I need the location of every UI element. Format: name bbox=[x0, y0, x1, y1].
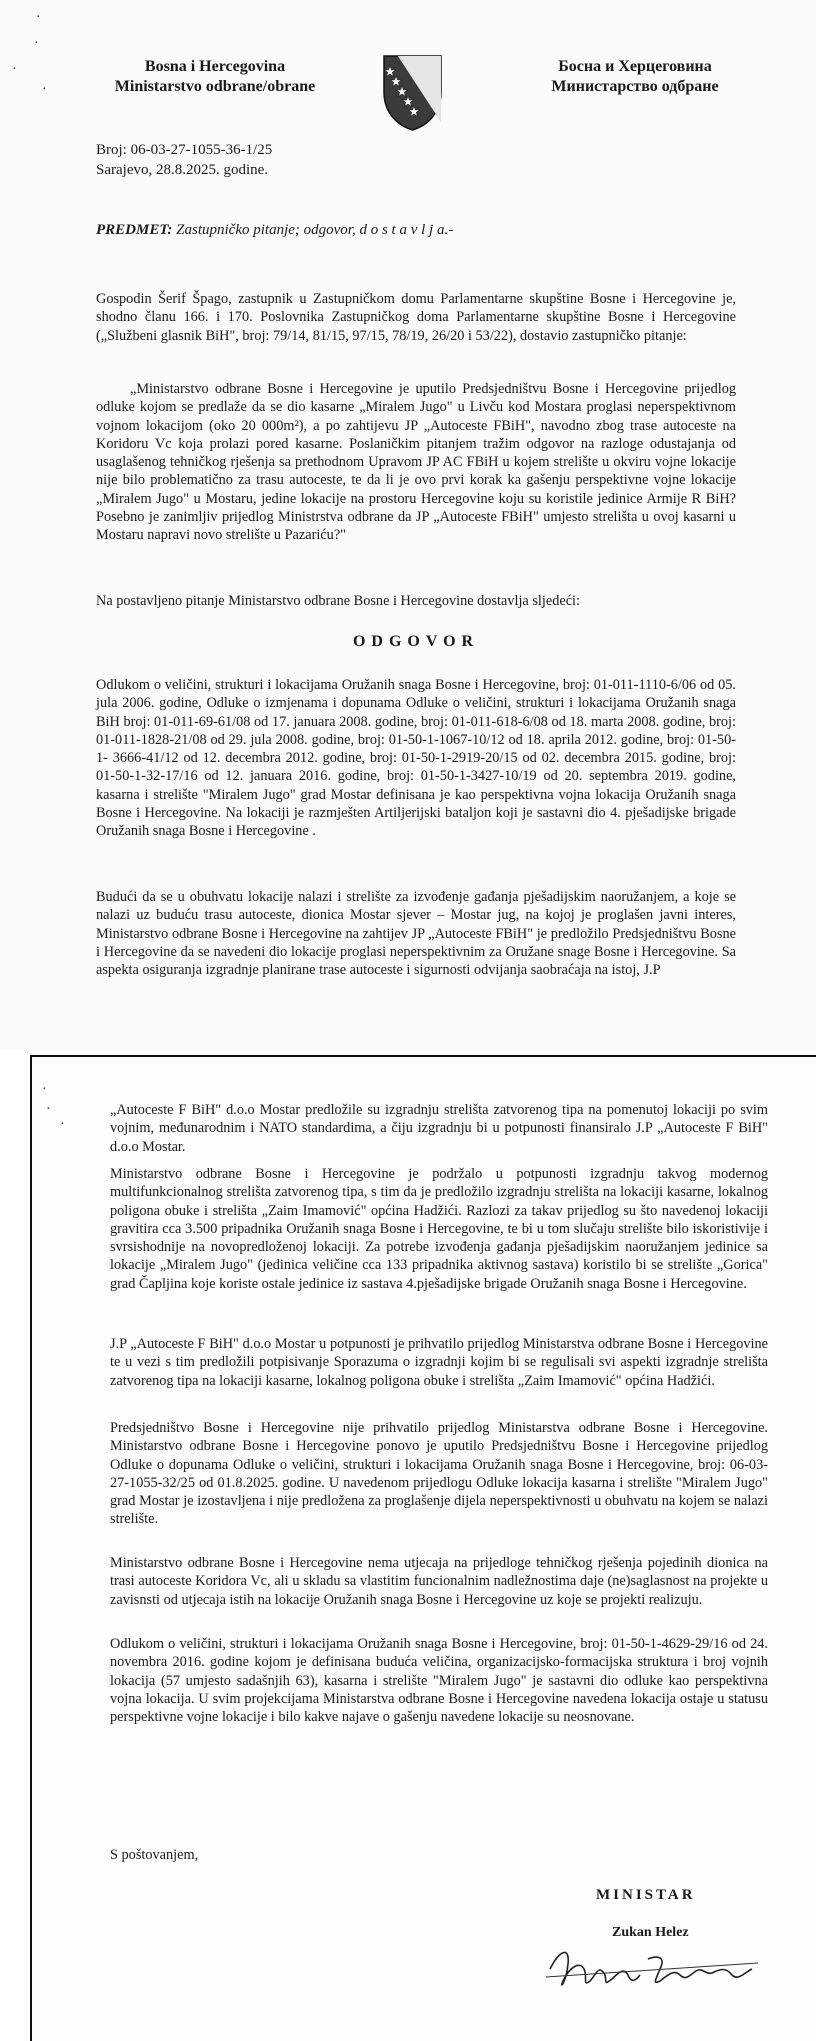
answer-paragraph-6: Predsjedništvo Bosne i Hercegovine nije prihvatilo prijedlog Ministarstva odbrane Bosne i Hercegovine. Ministarstvo odbrane Bosne i Hercegovine ponovo je uputilo Predsjedništvu Bosne i Hercegovine prijedlog Odluke o dopunama Odluke o veličini, strukturi i lokacijama Oružanih snaga Bosne i Hercegovine, broj: 06-03-27-1055-32/25 od 01.8.2025. godine. U navedenom prijedlogu Odluke lokacija kasarna i strelište "Miralem Jugo" grad Mostar je izostavljena i nije predložena za proglašenje dijela neperspektivnosti u obuhvatu na kojem se nalazi strelište. bbox=[110, 1420, 768, 1528]
answer-paragraph-2: Budući da se u obuhvatu lokacije nalazi i strelište za izvođenje gađanja pješadijskim naoružanjem, a koje se nalazi uz buduću trasu autoceste, dionica Mostar sjever – Mostar jug, na kojoj je proglašen javni interes, Ministarstvo odbrane Bosne i Hercegovine na zahtijev JP „Autoceste FBiH" je predložilo Predsjedništvu Bosne i Hercegovine da se navedeni dio lokacije proglasi neperspektivnim za Oružane snage Bosne i Hercegovine. Sa aspekta osiguranja izgradnje planirane trase autoceste i sigurnosti odvijanja saobraćaja na istoj, J.P bbox=[96, 889, 736, 979]
subject-line bbox=[96, 222, 453, 239]
signatory-role: MINISTAR bbox=[596, 1887, 696, 1903]
header-country-latin: Bosna i Hercegovina bbox=[144, 58, 286, 75]
scan-speck: · bbox=[46, 1102, 51, 1117]
coat-of-arms-icon bbox=[380, 52, 445, 132]
answer-paragraph-7: Ministarstvo odbrane Bosne i Hercegovine nema utjecaja na prijedloge tehničkog rješenja pojedinih dionica na trasi autoceste Koridora Vc, ali u skladu sa vlastitim funcionalnim nadležnostima daje (ne)saglasnost na projekte u zavisnsti od utjecaja istih na lokacije Oružanih snaga Bosne i Hercegovine uz koje se projekti realizuju. bbox=[110, 1555, 768, 1608]
answer-paragraph-5: J.P „Autoceste F BiH" d.o.o Mostar u potpunosti je prihvatilo prijedlog Ministarstva odbrane Bosne i Hercegovine te u vezi s tim predložili potpisivanje Sporazuma o izgradnji kojim bi se regulisali svi aspekti izgradnje strelišta zatvorenog tipa na lokaciji kasarne, lokalnog poligona obuke i strelišta „Zaim Imamović" općina Hadžići. bbox=[110, 1336, 768, 1389]
answer-paragraph-8: Odlukom o veličini, strukturi i lokacijama Oružanih snaga Bosne i Hercegovine, broj: 01-50-1-4629-29/16 od 24. novembra 2016. godine kojom je definisana buduća veličina, organizacijsko-formacijska struktura i broj vojnih lokacija (57 umjesto sadašnjih 63), kasarna i strelište "Miralem Jugo" je sastavni dio odluke kao perspektivna vojna lokacija. U svim projekcijama Ministarstva odbrane Bosne i Hercegovine navedena lokacija ostaje u statusu perspektivne vojne lokacije i bilo kakve najave o gašenju navedene lokacije su neosnovane. bbox=[110, 1636, 768, 1726]
closing-greeting: S poštovanjem, bbox=[110, 1847, 199, 1863]
scan-speck: · bbox=[34, 36, 39, 51]
signatory-name: Zukan Helez bbox=[612, 1925, 689, 1940]
ministry-header-latin bbox=[80, 57, 350, 97]
intro-paragraph: Gospodin Šerif Špago, zastupnik u Zastupničkom domu Parlamentarne skupštine Bosne i Hercegovine je, shodno članu 166. i 170. Poslovnika Zastupničkog doma Parlamentarne skupštine Bosne i Hercegovine („Službeni glasnik BiH", broj: 79/14, 81/15, 97/15, 78/19, 26/20 i 53/22), dostavio zastupničko pitanje: bbox=[96, 291, 736, 344]
header-ministry-latin: Ministarstvo odbrane/obrane bbox=[114, 78, 316, 95]
subject-text: Zastupničko pitanje; odgovor, d o s t a v l j a.- bbox=[172, 222, 454, 238]
handwritten-signature-icon bbox=[540, 1929, 770, 2009]
document-number: Broj: 06-03-27-1055-36-1/25 bbox=[96, 142, 273, 158]
document-page-2 bbox=[30, 1055, 816, 2041]
subject-label: PREDMET: bbox=[96, 222, 173, 238]
scan-speck: · bbox=[42, 1082, 47, 1097]
scan-speck: · bbox=[42, 82, 47, 97]
answer-paragraph-4: Ministarstvo odbrane Bosne i Hercegovine je podržalo u potpunosti izgradnju takvog modernog multifunkcionalnog strelišta zatvorenog tipa, s tim da je predložilo izgradnju strelišta na lokaciji kasarne, lokalnog poligona obuke i strelišta „Zaim Imamović" općina Hadžići. Razlozi za takav prijedlog su što navedenoj lokaciji gravitira cca 3.500 pripadnika Oružanih snaga Bosne i Hercegovine, te bi u tom slučaju strelište bilo iskoristivije i svrsishodnije na novopredloženoj lokaciji. Za potrebe izvođenja gađanja pješadijskim naoružanjem jedinice sa lokacije „Miralem Jugo" (jedinica veličine cca 133 pripadnika aktivnog sastava) koristilo bi se strelište „Gorica" grad Čapljina koje koriste ostale jedinice iz sastava 4.pješadijske brigade Oružanih snaga Bosne i Hercegovine. bbox=[110, 1166, 768, 1292]
ministry-header-cyrillic bbox=[500, 57, 770, 97]
question-quote: „Ministarstvo odbrane Bosne i Hercegovine je uputilo Predsjedništvu Bosne i Hercegovine prijedlog odluke kojom se predlaže da se dio kasarne „Miralem Jugo" u Livču kod Mostara proglasi neperspektivnom vojnom lokacijom (oko 20 000m²), a po zahtijevu JP „Autoceste FBiH", navodno zbog trase autoceste na Koridoru Vc koja prolazi pored kasarne. Poslaničkim pitanjem tražim odgovor na razloge odustajanja od usaglašenog tehničkog rješenja sa prethodnom Upravom JP AC FBiH u kojem strelište u okviru vojne lokacije nije bilo problematično za trasu autoceste, te da li je ovo prvi korak ka gašenju perspektivne vojne lokacije „Miralem Jugo" u Mostaru, jedine lokacije na prostoru Hercegovine koju su koristile jedinice Armije R BiH? Posebno je zanimljiv prijedlog Ministrstva odbrane da JP „Autoceste FBiH" umjesto strelišta u ovoj kasarni u Mostaru napravi novo strelište u Pazariću?" bbox=[96, 381, 736, 544]
header-ministry-cyrillic: Министарство одбране bbox=[551, 78, 719, 95]
document-meta bbox=[96, 140, 272, 180]
answer-title: ODGOVOR bbox=[352, 633, 480, 650]
scan-speck: · bbox=[60, 1117, 65, 1132]
answer-paragraph-1: Odlukom o veličini, strukturi i lokacijama Oružanih snaga Bosne i Hercegovine, broj: 01-011-1110-6/06 od 05. jula 2006. godine, Odluke o izmjenama i dopunama Odluke o veličini, strukturi i lokacijama Oružanih snaga BiH broj: 01-011-69-61/08 od 17. januara 2008. godine, broj: 01-011-618-6/08 od 18. marta 2008. godine, broj: 01-011-1828-21/08 od 29. jula 2008. godine, broj: 01-50-1-1067-10/12 od 18. aprila 2012. godine, broj: 01-50-1- 3666-41/12 od 12. decembra 2012. godine, broj: 01-50-1-2919-20/15 od 02. decembra 2015. godine, broj: 01-50-1-32-17/16 od 12. januara 2016. godine, broj: 01-50-1-3427-10/19 od 20. septembra 2019. godine, kasarna i strelište "Miralem Jugo" grad Mostar definisana je kao perspektivna vojna lokacija Oružanih snaga Bosne i Hercegovine. Na lokaciji je razmješten Artiljerijski bataljon koji je sastavni dio 4. pješadijske brigade Oružanih snaga Bosne i Hercegovine . bbox=[96, 677, 736, 840]
header-country-cyrillic: Босна и Херцеговина bbox=[558, 58, 712, 75]
lead-paragraph: Na postavljeno pitanje Ministarstvo odbrane Bosne i Hercegovine dostavlja sljedeći: bbox=[96, 593, 580, 609]
document-place-date: Sarajevo, 28.8.2025. godine. bbox=[96, 162, 269, 178]
scan-speck: · bbox=[12, 62, 17, 77]
answer-paragraph-3: „Autoceste F BiH" d.o.o Mostar predložile su izgradnju strelišta zatvorenog tipa na pomenutoj lokaciji po svim vojnim, međunarodnim i NATO standardima, a čiju izgradnju bi u potpunosti finansiralo J.P „Autoceste F BiH" d.o.o Mostar. bbox=[110, 1102, 768, 1155]
scan-speck: · bbox=[36, 10, 41, 25]
